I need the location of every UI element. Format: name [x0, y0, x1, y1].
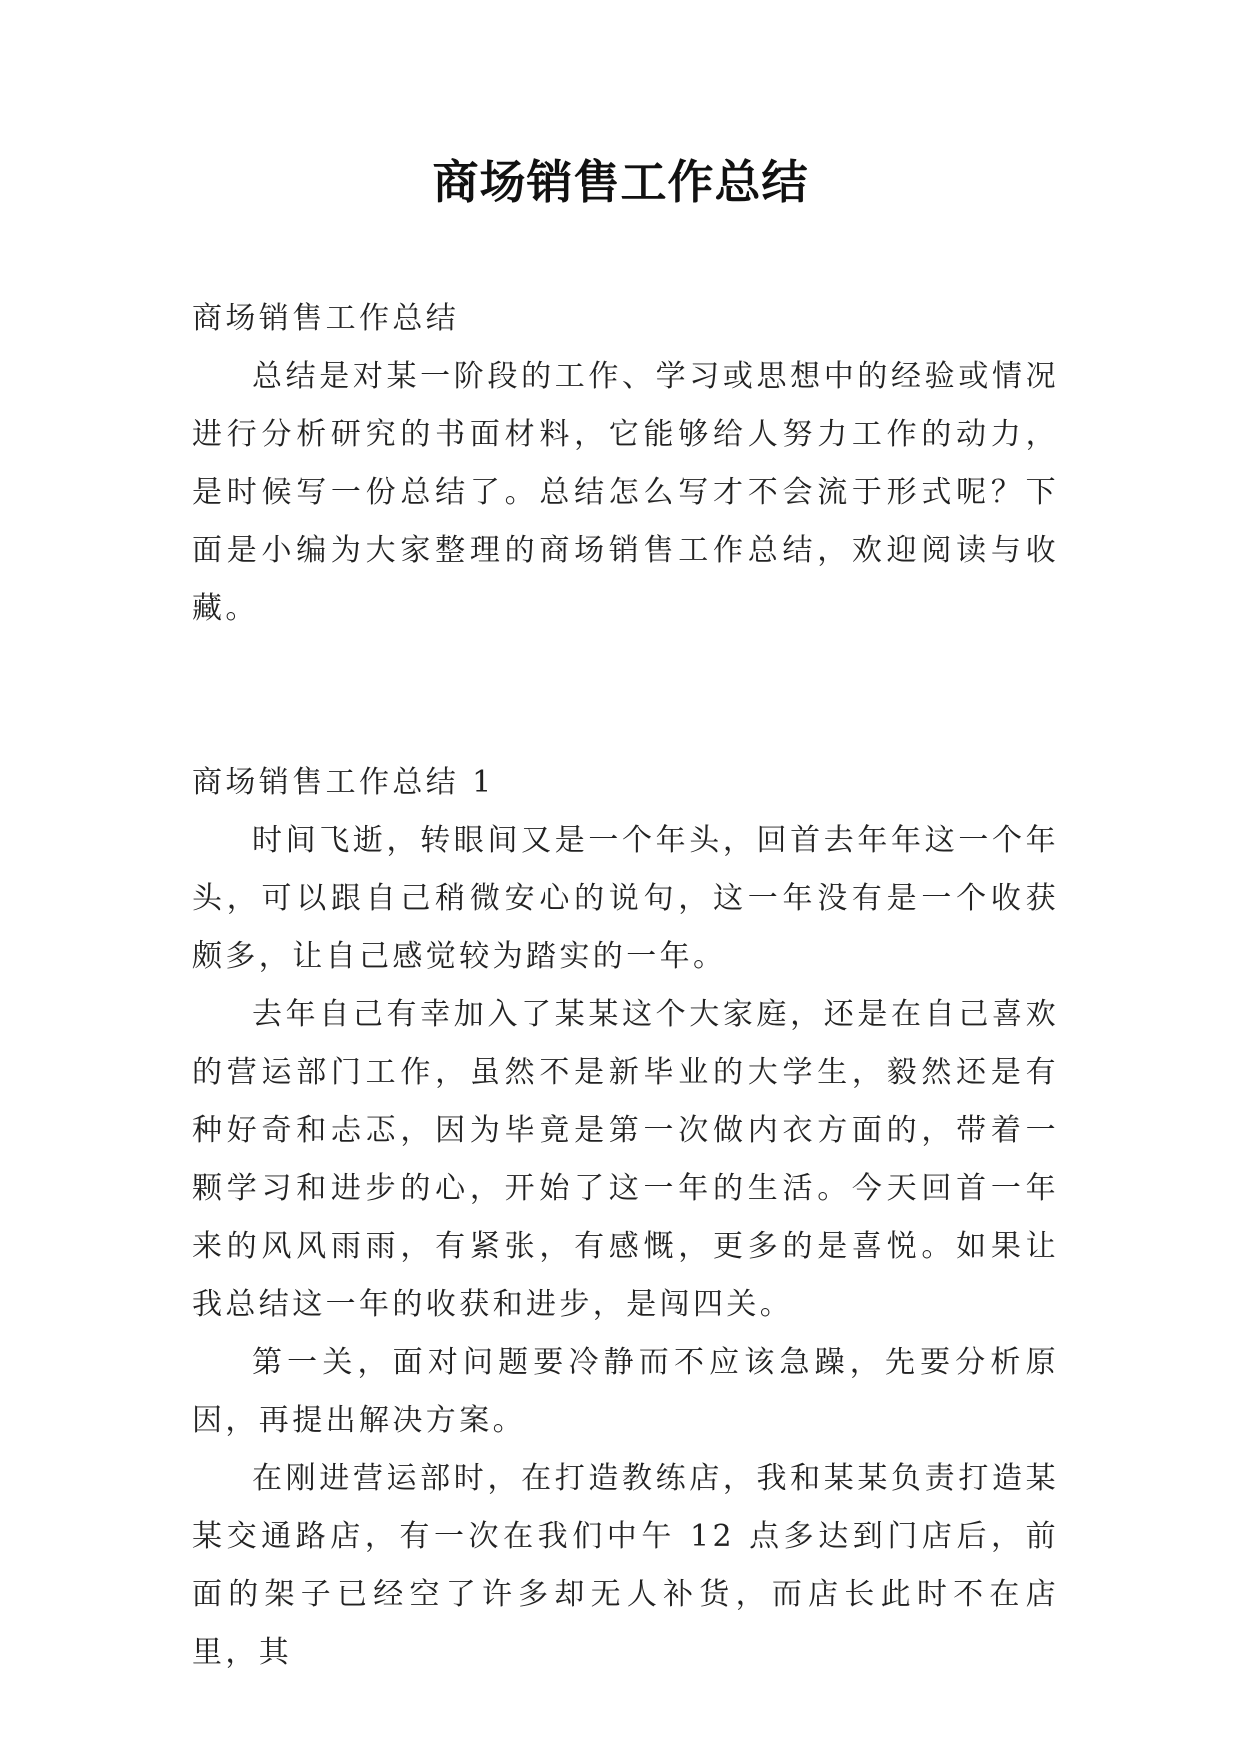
intro-paragraph: 总结是对某一阶段的工作、学习或思想中的经验或情况进行分析研究的书面材料，它能够给人努力工作的动力，是时候写一份总结了。总结怎么写才不会流于形式呢？下面是小编为大家整理的商场销售工作总结，欢迎阅读与收藏。	[192, 359, 1059, 626]
body-paragraph: 在刚进营运部时，在打造教练店，我和某某负责打造某某交通路店，有一次在我们中午 12 点多达到门店后，前面的架子已经空了许多却无人补货，而店长此时不在店里，其	[192, 1461, 1059, 1670]
body-paragraph: 去年自己有幸加入了某某这个大家庭，还是在自己喜欢的营运部门工作，虽然不是新毕业的大学生，毅然还是有种好奇和忐忑，因为毕竟是第一次做内衣方面的，带着一颗学习和进步的心，开始了这一年的生活。今天回首一年来的风风雨雨，有紧张，有感慨，更多的是喜悦。如果让我总结这一年的收获和进步，是闯四关。	[192, 997, 1059, 1322]
body-paragraph: 第一关，面对问题要冷静而不应该急躁，先要分析原因，再提出解决方案。	[192, 1345, 1059, 1438]
document-body	[192, 290, 1059, 1682]
document-title: 商场销售工作总结	[432, 155, 809, 209]
body-paragraph: 时间飞逝，转眼间又是一个年头，回首去年年这一个年头，可以跟自己稍微安心的说句，这一年没有是一个收获颇多，让自己感觉较为踏实的一年。	[192, 823, 1059, 974]
section-heading: 商场销售工作总结 1	[192, 765, 495, 800]
section-spacer	[192, 638, 1059, 754]
intro-heading: 商场销售工作总结	[192, 301, 460, 336]
